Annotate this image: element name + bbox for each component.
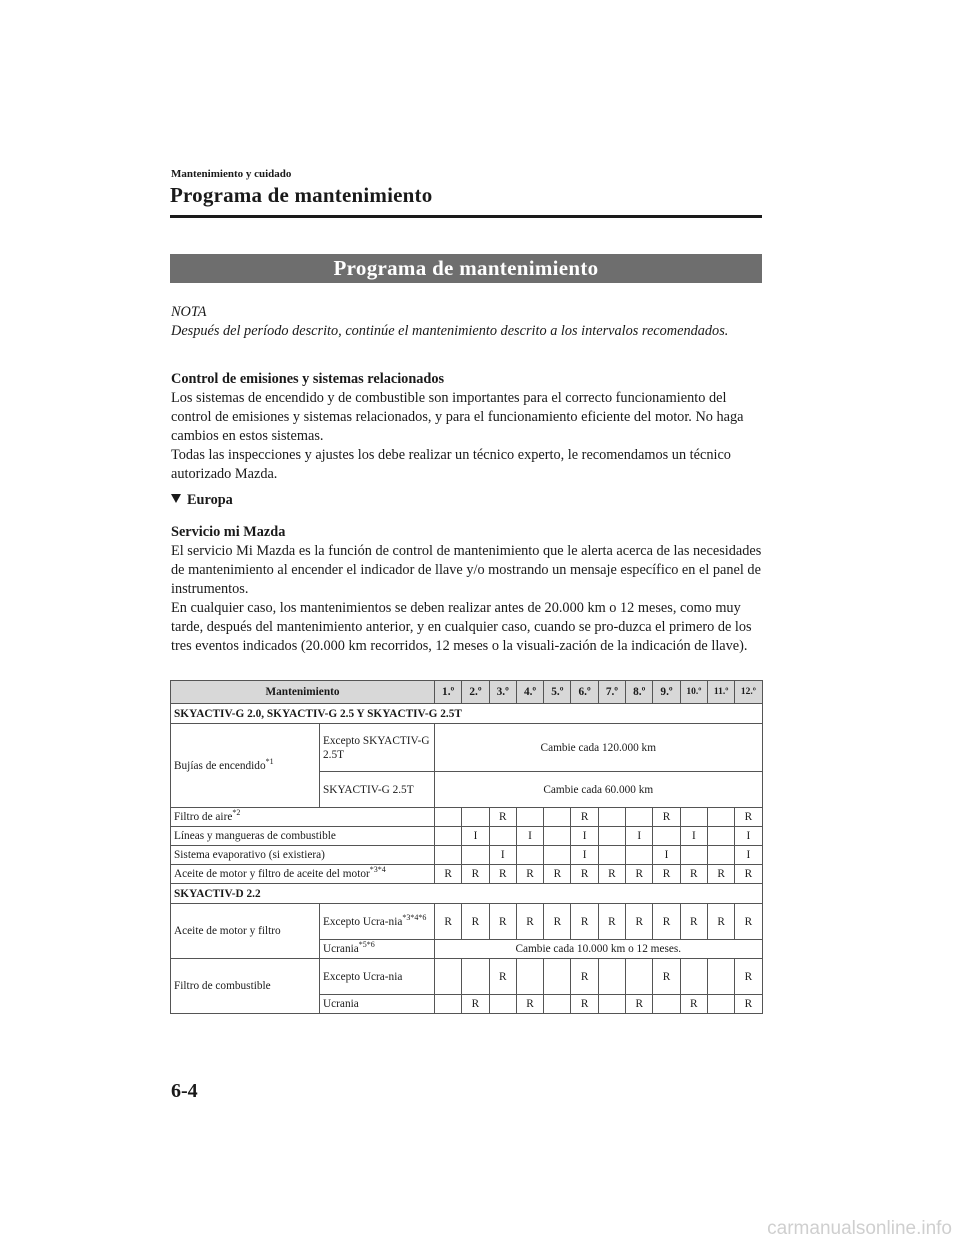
interval-cell bbox=[435, 846, 462, 865]
interval-cell bbox=[680, 959, 707, 995]
interval-cell: R bbox=[435, 865, 462, 884]
row-label bbox=[171, 827, 435, 846]
interval-cell: R bbox=[516, 865, 543, 884]
interval-cell bbox=[462, 808, 489, 827]
title-divider bbox=[170, 215, 762, 218]
row-label-text: Sistema evaporativo (si existiera) bbox=[174, 849, 325, 861]
emissions-text bbox=[171, 389, 763, 484]
interval-cell: R bbox=[544, 904, 571, 940]
interval-cell bbox=[516, 808, 543, 827]
interval-cell: R bbox=[735, 959, 762, 995]
section-banner: Programa de mantenimiento bbox=[170, 254, 762, 283]
interval-header: 11.º bbox=[707, 681, 734, 704]
interval-cell bbox=[435, 959, 462, 995]
table-row bbox=[171, 724, 763, 772]
interval-cell bbox=[435, 808, 462, 827]
interval-header: 7.º bbox=[598, 681, 625, 704]
footnote-ref: *1 bbox=[265, 756, 274, 766]
group-label: SKYACTIV-G 2.0, SKYACTIV-G 2.5 Y SKYACTIV-G 2.5T bbox=[171, 704, 763, 724]
row-label-text: Aceite de motor y filtro de aceite del motor bbox=[174, 868, 370, 880]
interval-cell: I bbox=[626, 827, 653, 846]
sub-label bbox=[320, 940, 435, 959]
interval-cell bbox=[680, 846, 707, 865]
interval-cell: R bbox=[653, 808, 680, 827]
interval-cell bbox=[544, 846, 571, 865]
interval-cell: R bbox=[707, 904, 734, 940]
table-row bbox=[171, 846, 763, 865]
interval-cell bbox=[707, 846, 734, 865]
interval-cell: R bbox=[626, 904, 653, 940]
interval-cell bbox=[544, 995, 571, 1014]
table-group-row bbox=[171, 884, 763, 904]
interval-cell bbox=[707, 995, 734, 1014]
sub-label bbox=[320, 904, 435, 940]
interval-header: 6.º bbox=[571, 681, 598, 704]
interval-cell bbox=[544, 827, 571, 846]
interval-cell bbox=[626, 959, 653, 995]
service-paragraph-1: El servicio Mi Mazda es la función de control de mantenimiento que le alerta acerca de las necesidades de mantenimiento al encender el indicador de llave y/o mostrando un mensaje específico en el panel de instrumentos. bbox=[171, 543, 762, 597]
sub-label: Ucrania bbox=[320, 995, 435, 1014]
row-label: Aceite de motor y filtro bbox=[171, 904, 320, 959]
interval-cell: R bbox=[653, 959, 680, 995]
interval-cell: R bbox=[653, 865, 680, 884]
interval-cell: R bbox=[680, 995, 707, 1014]
interval-cell bbox=[680, 808, 707, 827]
interval-cell bbox=[544, 959, 571, 995]
interval-header: 3.º bbox=[489, 681, 516, 704]
row-label bbox=[171, 808, 435, 827]
interval-cell: R bbox=[571, 995, 598, 1014]
interval-cell: R bbox=[735, 904, 762, 940]
interval-cell bbox=[516, 846, 543, 865]
interval-cell: R bbox=[489, 808, 516, 827]
interval-cell: R bbox=[735, 865, 762, 884]
interval-cell bbox=[626, 808, 653, 827]
region-heading bbox=[171, 491, 763, 510]
note-text: Después del período descrito, continúe el mantenimiento descrito a los intervalos recomendados. bbox=[171, 323, 729, 339]
interval-cell bbox=[598, 995, 625, 1014]
interval-cell: I bbox=[653, 846, 680, 865]
table-row bbox=[171, 865, 763, 884]
interval-cell: I bbox=[571, 827, 598, 846]
interval-header: 5.º bbox=[544, 681, 571, 704]
group-label: SKYACTIV-D 2.2 bbox=[171, 884, 763, 904]
watermark: carmanualsonline.info bbox=[767, 1218, 952, 1239]
table-row bbox=[171, 959, 763, 995]
footnote-ref: *5*6 bbox=[358, 940, 375, 949]
interval-cell bbox=[462, 846, 489, 865]
bujias-label: Bujías de encendido bbox=[174, 759, 266, 772]
service-paragraph-2: En cualquier caso, los mantenimientos se deben realizar antes de 20.000 km o 12 meses, como muy tarde, después del mantenimiento anterior, y en cualquier caso, cuando se pro-duzca el primero de los tres eventos indicados (20.000 km recorridos, 12 meses o la visuali-zación de la indicación de llave). bbox=[171, 600, 752, 654]
engine-g-rows bbox=[171, 808, 763, 884]
note-label: NOTA bbox=[171, 304, 207, 320]
interval-cell bbox=[598, 827, 625, 846]
interval-header: 2.º bbox=[462, 681, 489, 704]
interval-cell: R bbox=[489, 959, 516, 995]
interval-cell bbox=[626, 846, 653, 865]
interval-header: 10.º bbox=[680, 681, 707, 704]
interval-cell: I bbox=[489, 846, 516, 865]
interval-cell: R bbox=[680, 865, 707, 884]
interval-cell: R bbox=[571, 865, 598, 884]
interval-cell bbox=[462, 959, 489, 995]
interval-cell: R bbox=[626, 865, 653, 884]
triangle-down-icon bbox=[171, 494, 181, 503]
interval-header: 4.º bbox=[516, 681, 543, 704]
row-label-text: Filtro de aire bbox=[174, 811, 233, 823]
table-row bbox=[171, 904, 763, 940]
sub-label-text: Ucrania bbox=[323, 943, 359, 955]
interval-cell: I bbox=[735, 827, 762, 846]
interval-cell: R bbox=[598, 865, 625, 884]
interval-header: 12.º bbox=[735, 681, 762, 704]
interval-header: 9.º bbox=[653, 681, 680, 704]
interval-cell: I bbox=[462, 827, 489, 846]
footnote-ref: *3*4*6 bbox=[402, 912, 427, 922]
interval-cell: R bbox=[462, 904, 489, 940]
row-label bbox=[171, 865, 435, 884]
interval-cell: I bbox=[516, 827, 543, 846]
interval-cell: R bbox=[680, 904, 707, 940]
interval-cell: R bbox=[462, 865, 489, 884]
sub-label: Excepto SKYACTIV-G 2.5T bbox=[320, 724, 435, 772]
interval-cell: R bbox=[735, 995, 762, 1014]
sub-label: SKYACTIV-G 2.5T bbox=[320, 772, 435, 808]
interval-cell: I bbox=[680, 827, 707, 846]
interval-cell bbox=[598, 808, 625, 827]
row-label bbox=[171, 846, 435, 865]
service-text bbox=[171, 542, 763, 656]
interval-cell bbox=[489, 827, 516, 846]
interval-header: 8.º bbox=[626, 681, 653, 704]
sub-label-text: Excepto Ucra-nia bbox=[323, 915, 403, 928]
interval-cell bbox=[489, 995, 516, 1014]
interval-cell bbox=[516, 959, 543, 995]
row-label-text: Líneas y mangueras de combustible bbox=[174, 830, 336, 842]
interval-cell bbox=[707, 808, 734, 827]
emissions-paragraph-1: Los sistemas de encendido y de combustible son importantes para el correcto funcionamiento del control de emisiones y sistemas relacionados, y para el funcionamiento eficiente del motor. No haga cambios en estos sistemas. bbox=[171, 390, 744, 444]
interval-cell: R bbox=[653, 904, 680, 940]
footnote-ref: *2 bbox=[232, 808, 241, 817]
interval-cell bbox=[598, 846, 625, 865]
table-header-maintenance: Mantenimiento bbox=[171, 681, 435, 704]
interval-cell: R bbox=[571, 808, 598, 827]
interval-cell bbox=[707, 959, 734, 995]
interval-header: 1.º bbox=[435, 681, 462, 704]
interval-cell: R bbox=[489, 904, 516, 940]
interval-cell bbox=[653, 995, 680, 1014]
interval-cell bbox=[435, 827, 462, 846]
maintenance-table bbox=[170, 680, 763, 1014]
page-number: 6-4 bbox=[171, 1080, 198, 1102]
interval-cell: I bbox=[735, 846, 762, 865]
section-label: Mantenimiento y cuidado bbox=[171, 168, 292, 180]
interval-cell: I bbox=[571, 846, 598, 865]
row-label bbox=[171, 724, 320, 808]
emissions-heading: Control de emisiones y sistemas relacionados bbox=[171, 371, 445, 387]
emissions-paragraph-2: Todas las inspecciones y ajustes los debe realizar un técnico experto, le recomendamos un técnico autorizado Mazda. bbox=[171, 447, 731, 482]
interval-cell: R bbox=[516, 995, 543, 1014]
interval-cell: R bbox=[435, 904, 462, 940]
interval-cell bbox=[653, 827, 680, 846]
footnote-ref: *3*4 bbox=[369, 865, 386, 874]
interval-cell: R bbox=[489, 865, 516, 884]
interval-cell bbox=[598, 959, 625, 995]
sub-label: Excepto Ucra-nia bbox=[320, 959, 435, 995]
interval-cell bbox=[707, 827, 734, 846]
table-header-row bbox=[171, 681, 763, 704]
row-label: Filtro de combustible bbox=[171, 959, 320, 1014]
interval-cell: R bbox=[735, 808, 762, 827]
interval-cell: R bbox=[626, 995, 653, 1014]
table-row bbox=[171, 827, 763, 846]
interval-cell: R bbox=[516, 904, 543, 940]
page-title: Programa de mantenimiento bbox=[170, 183, 433, 207]
interval-cell: R bbox=[571, 959, 598, 995]
span-value: Cambie cada 10.000 km o 12 meses. bbox=[435, 940, 763, 959]
interval-cell bbox=[435, 995, 462, 1014]
interval-cell bbox=[544, 808, 571, 827]
table-row bbox=[171, 808, 763, 827]
interval-cell: R bbox=[598, 904, 625, 940]
interval-cell: R bbox=[462, 995, 489, 1014]
region-label: Europa bbox=[187, 492, 233, 508]
interval-cell: R bbox=[544, 865, 571, 884]
table-group-row bbox=[171, 704, 763, 724]
interval-cell: R bbox=[707, 865, 734, 884]
interval-cell: R bbox=[571, 904, 598, 940]
span-value: Cambie cada 120.000 km bbox=[435, 724, 763, 772]
span-value: Cambie cada 60.000 km bbox=[435, 772, 763, 808]
service-heading: Servicio mi Mazda bbox=[171, 524, 286, 540]
